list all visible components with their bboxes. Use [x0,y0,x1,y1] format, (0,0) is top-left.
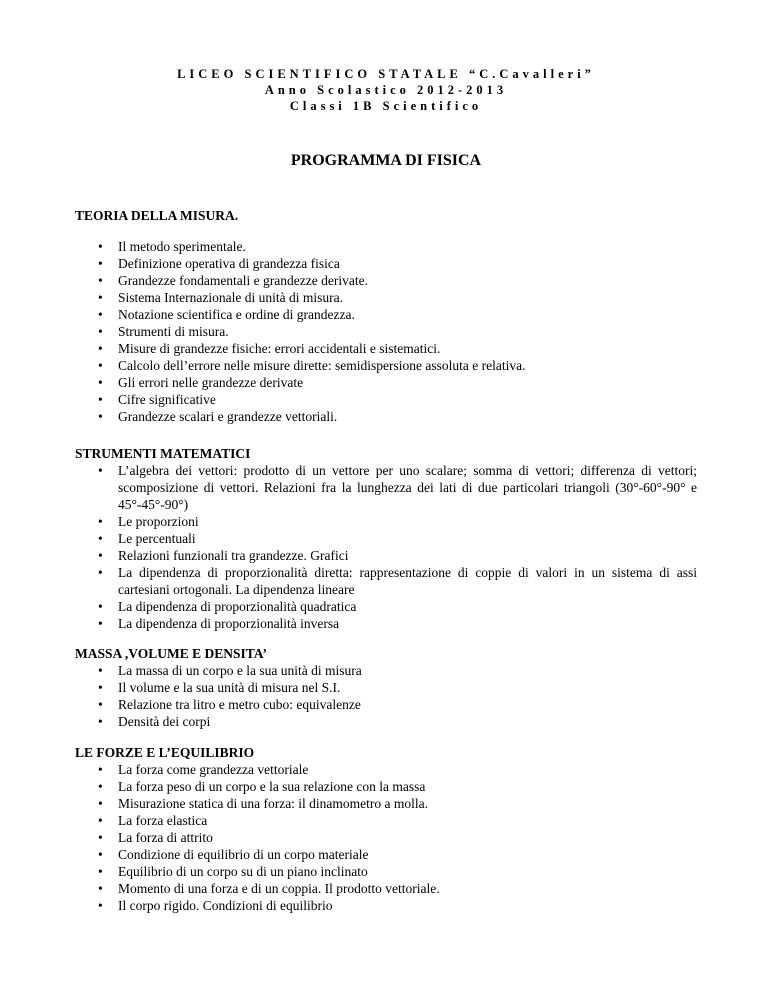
school-name: LICEO SCIENTIFICO STATALE “C.Cavalleri” [177,67,595,81]
list-item: • La forza di attrito [75,829,697,846]
list-item: • Grandezze fondamentali e grandezze derivate. [75,272,697,289]
section-strumenti-matematici [75,445,697,632]
list-item: • Strumenti di misura. [75,323,697,340]
page-title: PROGRAMMA DI FISICA [290,152,482,169]
list-item: • Sistema Internazionale di unità di misura. [75,289,697,306]
bullet-list [75,761,697,914]
school-header [75,66,697,114]
list-item: • Le proporzioni [75,513,697,530]
list-item: • L’algebra dei vettori: prodotto di un vettore per uno scalare; somma di vettori; differenza di vettori; scomposizione di vettori. Relazioni fra la lunghezza dei lati di due particolari triangoli (30°-60°-90° e 45°-45°-90°) [75,462,697,513]
list-item: • Relazione tra litro e metro cubo: equivalenze [75,696,697,713]
list-item: • La dipendenza di proporzionalità quadratica [75,598,697,615]
section-title: MASSA ,VOLUME E DENSITA’ [75,646,268,661]
list-item: • Momento di una forza e di un coppia. Il prodotto vettoriale. [75,880,697,897]
bullet-list [75,238,697,425]
section-massa-volume-densita [75,645,697,730]
section-title: TEORIA DELLA MISURA. [75,208,239,223]
list-item: • Gli errori nelle grandezze derivate [75,374,697,391]
list-item: • La forza elastica [75,812,697,829]
bullet-list [75,462,697,632]
list-item: • Le percentuali [75,530,697,547]
list-item: • La dipendenza di proporzionalità diretta: rappresentazione di coppie di valori in un sistema di assi cartesiani ortogonali. La dipendenza lineare [75,564,697,598]
list-item: • Il volume e la sua unità di misura nel S.I. [75,679,697,696]
list-item: • Relazioni funzionali tra grandezze. Grafici [75,547,697,564]
section-forze-equilibrio [75,744,697,914]
list-item: • Misurazione statica di una forza: il dinamometro a molla. [75,795,697,812]
list-item: • Notazione scientifica e ordine di grandezza. [75,306,697,323]
list-item: • La forza come grandezza vettoriale [75,761,697,778]
list-item: • Cifre significative [75,391,697,408]
section-title: LE FORZE E L’EQUILIBRIO [75,745,255,760]
section-title: STRUMENTI MATEMATICI [75,446,251,461]
list-item: • Misure di grandezze fisiche: errori accidentali e sistematici. [75,340,697,357]
list-item: • Equilibrio di un corpo su di un piano inclinato [75,863,697,880]
section-teoria-misura [75,207,697,425]
list-item: • La dipendenza di proporzionalità inversa [75,615,697,632]
list-item: • Il corpo rigido. Condizioni di equilibrio [75,897,697,914]
bullet-list [75,662,697,730]
list-item: • La massa di un corpo e la sua unità di misura [75,662,697,679]
list-item: • Il metodo sperimentale. [75,238,697,255]
list-item: • Grandezze scalari e grandezze vettoriali. [75,408,697,425]
school-year: Anno Scolastico 2012-2013 [264,83,508,97]
list-item: • La forza peso di un corpo e la sua relazione con la massa [75,778,697,795]
class-name: Classi 1B Scientifico [289,99,483,113]
list-item: • Condizione di equilibrio di un corpo materiale [75,846,697,863]
list-item: • Densità dei corpi [75,713,697,730]
list-item: • Calcolo dell’errore nelle misure dirette: semidispersione assoluta e relativa. [75,357,697,374]
list-item: • Definizione operativa di grandezza fisica [75,255,697,272]
